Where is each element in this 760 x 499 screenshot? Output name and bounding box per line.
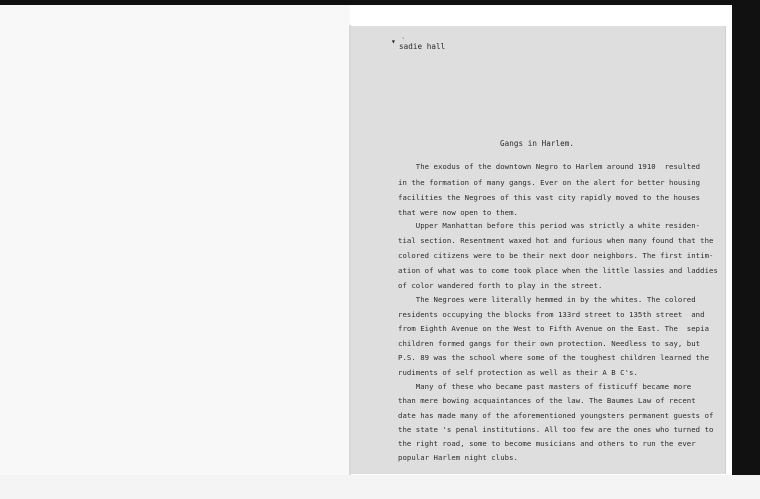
scan-right-edge xyxy=(732,0,760,499)
body-line: the right road, some to become musicians and others to run the ever xyxy=(398,439,696,448)
body-line: ation of what was to come took place when the little lassies and laddies xyxy=(398,266,718,275)
body-line: than mere bowing acquaintances of the law. The Baumes Law of recent xyxy=(398,396,696,405)
body-line: residents occupying the blocks from 133rd street to 135th street and xyxy=(398,310,705,319)
body-line: P.S. 89 was the school where some of the toughest children learned the xyxy=(398,353,710,362)
document-title: Gangs in Harlem. xyxy=(500,139,574,148)
body-line: rudiments of self protection as well as their A B C's. xyxy=(398,368,638,377)
blank-facing-page xyxy=(0,5,350,499)
body-line: popular Harlem night clubs. xyxy=(398,453,518,462)
body-line: Upper Manhattan before this period was strictly a white residen- xyxy=(398,221,701,230)
body-line: that were now open to them. xyxy=(398,208,518,217)
body-line: children formed gangs for their own protection. Needless to say, but xyxy=(398,339,701,348)
body-line: in the formation of many gangs. Ever on the alert for better housing xyxy=(398,178,701,187)
body-line: The Negroes were literally hemmed in by the whites. The colored xyxy=(398,295,696,304)
body-line: from Eighth Avenue on the West to Fifth Avenue on the East. The sepia xyxy=(398,324,710,333)
author-name: sadie hall xyxy=(399,42,446,51)
scan-bottom-margin xyxy=(0,475,760,499)
body-line: of color wandered forth to play in the street. xyxy=(398,281,603,290)
body-line: date has made many of the aforementioned youngsters permanent guests of xyxy=(398,411,714,420)
body-line: tial section. Resentment waxed hot and furious when many found that the xyxy=(398,236,714,245)
corner-mark: ▾ ˙ xyxy=(391,37,406,46)
body-line: colored citizens were to be their next door neighbors. The first intim- xyxy=(398,251,714,260)
body-line: Many of these who became past masters of fisticuff became more xyxy=(398,382,692,391)
typed-page xyxy=(351,26,725,474)
body-line: facilities the Negroes of this vast city rapidly moved to the houses xyxy=(398,193,701,202)
body-line: The exodus of the downtown Negro to Harlem around 1910 resulted xyxy=(398,162,701,171)
body-line: the state 's penal institutions. All too few are the ones who turned to xyxy=(398,425,714,434)
